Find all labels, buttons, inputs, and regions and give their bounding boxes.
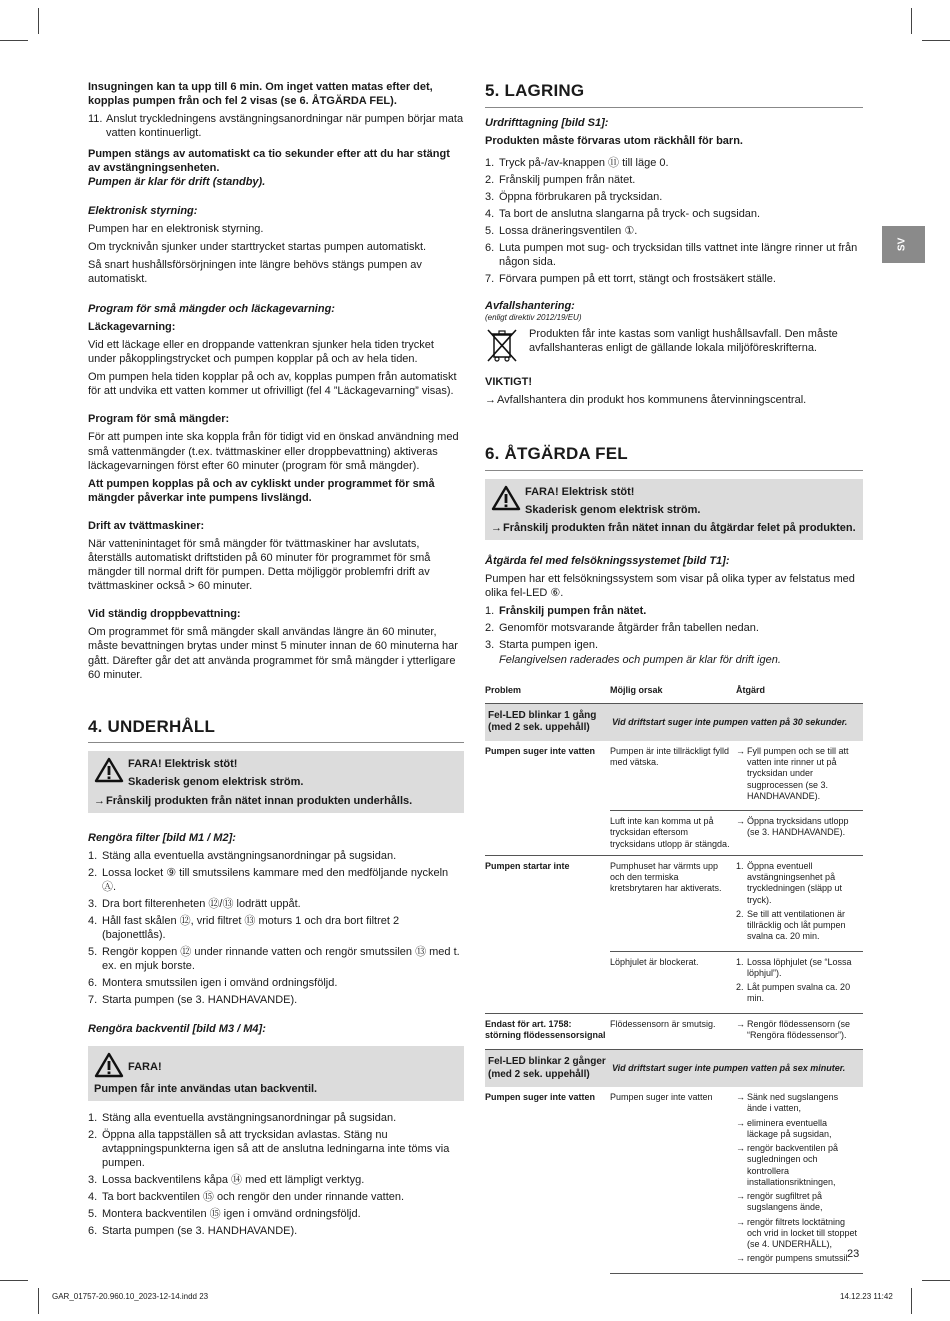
subheading: Vid ständig droppbevattning: <box>88 608 241 621</box>
paragraph: Om pumpen hela tiden kopplar på och av, kopplas pumpen från automatiskt för att undvika ett vatten kommer ut ofrivilligt (fel 4 ”Läckagevarning” visas). <box>88 371 457 398</box>
subheading: Program för små mängder och läckagevarning: <box>88 302 335 315</box>
list-item: 2. Lossa locket ⑨ till smutssilens kammare med den medföljande nyckeln Ⓐ. <box>88 866 449 893</box>
crop-mark <box>0 1280 28 1281</box>
crop-mark <box>922 40 950 41</box>
list-item: 3. Öppna förbrukaren på trycksidan. <box>485 191 663 204</box>
footer-timestamp: 14.12.23 11:42 <box>840 1292 893 1301</box>
diagnosis-steps-list <box>485 604 863 666</box>
list-item: 11. Anslut tryckledningens avstängningsanordningar när pumpen börjar mata vatten kontinuerligt. <box>88 113 464 140</box>
table-group-row: Fel-LED blinkar 1 gång (med 2 sek. uppehåll) Vid driftstart suger inte pumpen vatten på 30 sekunder. <box>485 703 863 741</box>
table-row: Endast för art. 1758: störning flödessensorsignal Flödessensorn är smutsig. → Rengör flödessensorn (se “Rengöra flödessensor”). <box>485 1013 863 1050</box>
crossed-bin-icon <box>485 327 529 367</box>
warning-box: FARA! Elektrisk stöt! Skaderisk genom elektrisk ström. → Frånskilj produkten från nätet innan produkten underhålls. <box>88 751 464 812</box>
paragraph: Produkten måste förvaras utom räckhåll för barn. <box>485 134 743 147</box>
list-item: 6. Luta pumpen mot sug- och trycksidan tills vattnet inte längre rinner ut från någon sida. <box>485 242 858 269</box>
table-row: Löphjulet är blockerat. 1. Lossa löphjulet (se “Lossa löphjul”). 2. Låt pumpen svalna ca. 20 min. <box>485 951 863 1013</box>
paragraph: När vatteninintaget för små mängder för tvättmaskiner har avslutats, återställs automatiskt driftstiden på 60 minuter för programmet för små mängder till normal drift för pumpen. Detta möjliggör problemfri drift av tvättmaskiner också > 60 minuter. <box>88 537 431 593</box>
arrow-right-icon: → <box>736 1143 745 1154</box>
subheading: Rengöra backventil [bild M3 / M4]: <box>88 1022 266 1035</box>
section-heading-maintenance: 4. UNDERHÅLL <box>88 716 464 744</box>
list-item: 4. Ta bort backventilen ⑮ och rengör den under rinnande vatten. <box>88 1191 405 1204</box>
language-tab: SV <box>882 226 925 263</box>
list-item: 7. Starta pumpen (se 3. HANDHAVANDE). <box>88 994 298 1007</box>
warning-triangle-icon <box>94 1052 128 1082</box>
action-item: → Sänk ned sugslangens ände i vatten, <box>736 1092 839 1114</box>
arrow-right-icon: → <box>485 394 496 406</box>
right-column <box>485 80 863 1274</box>
table-header-row <box>485 685 863 704</box>
crop-mark <box>0 40 28 41</box>
table-row: Pumpen startar inte Pumphuset har värmts upp och den termiska kretsbrytaren har aktiverats. 1. Öppna eventuell avstängningsenhet på tryckledningen (släpp ut tryck). 2. Se till att ventilationen är tillräcklig och låt pumpen svalna ca. 20 min. <box>485 855 863 951</box>
arrow-right-icon: → <box>736 1253 745 1264</box>
table-row: Pumpen suger inte vatten Pumpen är inte tillräckligt fylld med vätska. → Fyll pumpen och se till att vatten inte rinner ut på trycksidan under sugprocessen (se 3. HANDHAVANDE). <box>485 745 849 801</box>
paragraph: För att pumpen inte ska koppla från för tidigt vid en önskad användning med små vattenmängder (t.ex. tvättmaskiner eller droppbevattning) aktiveras läckagevarningen först efter 60 minuter (program för små mängder). <box>88 431 459 472</box>
subheading: Läckagevarning: <box>88 321 176 334</box>
arrow-right-icon: → <box>736 1216 745 1227</box>
list-item: 3. Dra bort filterenheten ⑫/⑬ lodrätt uppåt. <box>88 897 301 910</box>
arrow-right-icon: → <box>491 521 502 534</box>
disposal-block <box>485 327 863 367</box>
troubleshooting-table <box>485 685 863 1274</box>
paragraph: Pumpen har ett felsökningssystem som visar på olika typer av felstatus med olika fel-LED ⑥. <box>485 573 855 600</box>
list-item: 5. Rengör koppen ⑫ under rinnande vatten och rengör smutssilen ⑬ med t. ex. en mjuk borste. <box>88 946 460 973</box>
crop-mark <box>922 1280 950 1281</box>
action-item: → rengör pumpens smutssil. <box>736 1253 851 1264</box>
list-item: 3. Lossa backventilens kåpa ⑭ med ett lämpligt verktyg. <box>88 1174 365 1187</box>
subheading: Rengöra filter [bild M1 / M2]: <box>88 831 236 844</box>
storage-steps-list <box>485 156 863 287</box>
auto-off-text: Pumpen stängs av automatiskt ca tio sekunder efter att du har stängt av avstängningsenheten. Pumpen är klar för drift (standby). <box>88 148 450 189</box>
arrow-right-icon: → <box>736 1092 745 1103</box>
arrow-right-icon: → <box>736 1117 745 1128</box>
table-row: Luft inte kan komma ut på trycksidan eftersom trycksidans utlopp är stängda. → Öppna trycksidans utlopp (se 3. HANDHAVANDE). <box>485 811 863 856</box>
list-item: 7. Förvara pumpen på ett torrt, stängt och frostsäkert ställe. <box>485 273 776 286</box>
paragraph: Om programmet för små mängder skall användas längre än 60 minuter, måste bevattningen brytas under minst 5 minuter innan de 60 minuterna har gått. Därefter går det att använda programmet för små mängder i ytterligare 60 minuter. <box>88 626 458 681</box>
crop-mark <box>38 1288 39 1314</box>
action-item: → eliminera eventuella läckage på sugsidan, <box>736 1117 832 1139</box>
list-item: 2. Genomför motsvarande åtgärder från tabellen nedan. <box>485 622 759 635</box>
column-header: Möjlig orsak <box>610 685 736 704</box>
paragraph: Så snart hushållsförsörjningen inte längre behövs stängs pumpen av automatiskt. <box>88 258 422 285</box>
list-item: 2. Frånskilj pumpen från nätet. <box>485 173 636 186</box>
filter-steps-list <box>88 849 464 1008</box>
column-header: Problem <box>485 685 610 704</box>
step-list <box>88 112 464 140</box>
action-item: → rengör filtrets locktätning och vrid in locket till stoppet (se 4. UNDERHÅLL), <box>736 1216 858 1250</box>
section-heading-storage: 5. LAGRING <box>485 80 863 108</box>
warning-triangle-icon <box>491 485 525 515</box>
arrow-right-icon: → <box>736 816 745 827</box>
paragraph: Pumpen har en elektronisk styrning. <box>88 222 264 235</box>
paragraph: Att pumpen kopplas på och av cykliskt under programmet för små mängder påverkar inte pumpens livslängd. <box>88 477 435 504</box>
arrow-right-icon: → <box>736 1191 745 1202</box>
list-item: 6. Starta pumpen (se 3. HANDHAVANDE). <box>88 1225 298 1238</box>
subheading: Program för små mängder: <box>88 413 230 426</box>
paragraph: → Avfallshantera din produkt hos kommunens återvinningscentral. <box>485 394 807 406</box>
list-item: 1. Stäng alla eventuella avstängningsanordningar på sugsidan. <box>88 1111 397 1124</box>
list-item: 6. Montera smutssilen igen i omvänd ordningsföljd. <box>88 977 338 990</box>
list-item: 5. Montera backventilen ⑮ igen i omvänd ordningsföljd. <box>88 1208 361 1221</box>
list-item: 1. Tryck på-/av-knappen ⑪ till läge 0. <box>485 156 669 169</box>
list-item: 4. Håll fast skålen ⑫, vrid filtret ⑬ moturs 1 och dra bort filtret 2 (bajonettlås). <box>88 915 400 942</box>
warning-box: FARA! Elektrisk stöt! Skaderisk genom elektrisk ström. → Frånskilj produkten från nätet innan du åtgärdar felet på produkten. <box>485 479 863 540</box>
left-column <box>88 80 464 1242</box>
list-item: 4. Ta bort de anslutna slangarna på tryck- och sugsidan. <box>485 208 761 221</box>
arrow-right-icon: → <box>94 794 105 807</box>
warning-box: FARA! Pumpen får inte användas utan backventil. <box>88 1046 464 1101</box>
crop-mark <box>911 1288 912 1314</box>
list-item: 2. Öppna alla tappställen så att trycksidan avlastas. Stäng nu avtappningspunkterna igen så att de anslutna ledningarna inte töms via pumpen. <box>88 1128 450 1169</box>
paragraph: Produkten får inte kastas som vanligt hushållsavfall. Den måste avfallshanteras enligt de gällande lokala miljöföreskrifterna. <box>529 327 838 354</box>
subheading: Elektronisk styrning: <box>88 204 198 217</box>
action-item: → rengör backventilen på sugledningen och kontrollera installationsriktningen, <box>736 1143 839 1187</box>
subheading: Drift av tvättmaskiner: <box>88 519 205 532</box>
intro-text: Insugningen kan ta upp till 6 min. Om inget vatten matas efter det, kopplas pumpen från och fel 2 visas (se 6. ÅTGÄRDA FEL). <box>88 81 433 108</box>
arrow-right-icon: → <box>736 745 745 756</box>
list-item: 5. Lossa dräneringsventilen ①. <box>485 225 638 238</box>
backvalve-steps-list <box>88 1111 464 1239</box>
table-row: Pumpen suger inte vatten Pumpen suger inte vatten → Sänk ned sugslangens ände i vatten, → eliminera eventuella läckage på sugsidan, → rengör backventilen på sugledningen och kontrollera installationsriktningen, → rengör sugfiltret på sugslangens ände, → rengör filtrets locktätning och vrid in locket till stoppet (se 4. UNDERHÅLL), → rengör pumpens smutssil. <box>485 1087 863 1273</box>
list-item: 3. Starta pumpen igen. Felangivelsen raderades och pumpen är klar för drift igen. <box>485 639 781 666</box>
table-group-row: Fel-LED blinkar 2 gånger (med 2 sek. uppehåll) Vid driftstart suger inte pumpen vatten på sex minuter. <box>485 1050 863 1088</box>
crop-mark <box>38 8 39 34</box>
page-number: 23 <box>847 1248 860 1260</box>
arrow-right-icon: → <box>736 1018 745 1029</box>
paragraph: Om trycknivån sjunker under starttrycket startas pumpen automatiskt. <box>88 240 427 253</box>
warning-triangle-icon <box>94 757 128 787</box>
list-item: 1. Stäng alla eventuella avstängningsanordningar på sugsidan. <box>88 849 397 862</box>
subheading: Avfallshantering: <box>485 299 575 312</box>
subheading: Åtgärda fel med felsökningssystemet [bild T1]: <box>485 555 730 568</box>
action-item: → rengör sugfiltret på sugslangens ände, <box>736 1191 823 1213</box>
list-item: 1. Frånskilj pumpen från nätet. <box>485 605 647 618</box>
important-label: VIKTIGT! <box>485 375 533 388</box>
footer-filename: GAR_01757-20.960.10_2023-12-14.indd 23 <box>52 1292 209 1301</box>
crop-mark <box>911 8 912 34</box>
paragraph: Vid ett läckage eller en droppande vattenkran sjunker hela tiden trycket under påkopplingstrycket och pumpen kopplar på och av hela tiden. <box>88 339 434 366</box>
directive-note: (enligt direktiv 2012/19/EU) <box>485 312 582 322</box>
subheading: Urdrifttagning [bild S1]: <box>485 116 609 129</box>
column-header: Åtgärd <box>736 685 863 704</box>
section-heading-troubleshooting: 6. ÅTGÄRDA FEL <box>485 443 863 471</box>
